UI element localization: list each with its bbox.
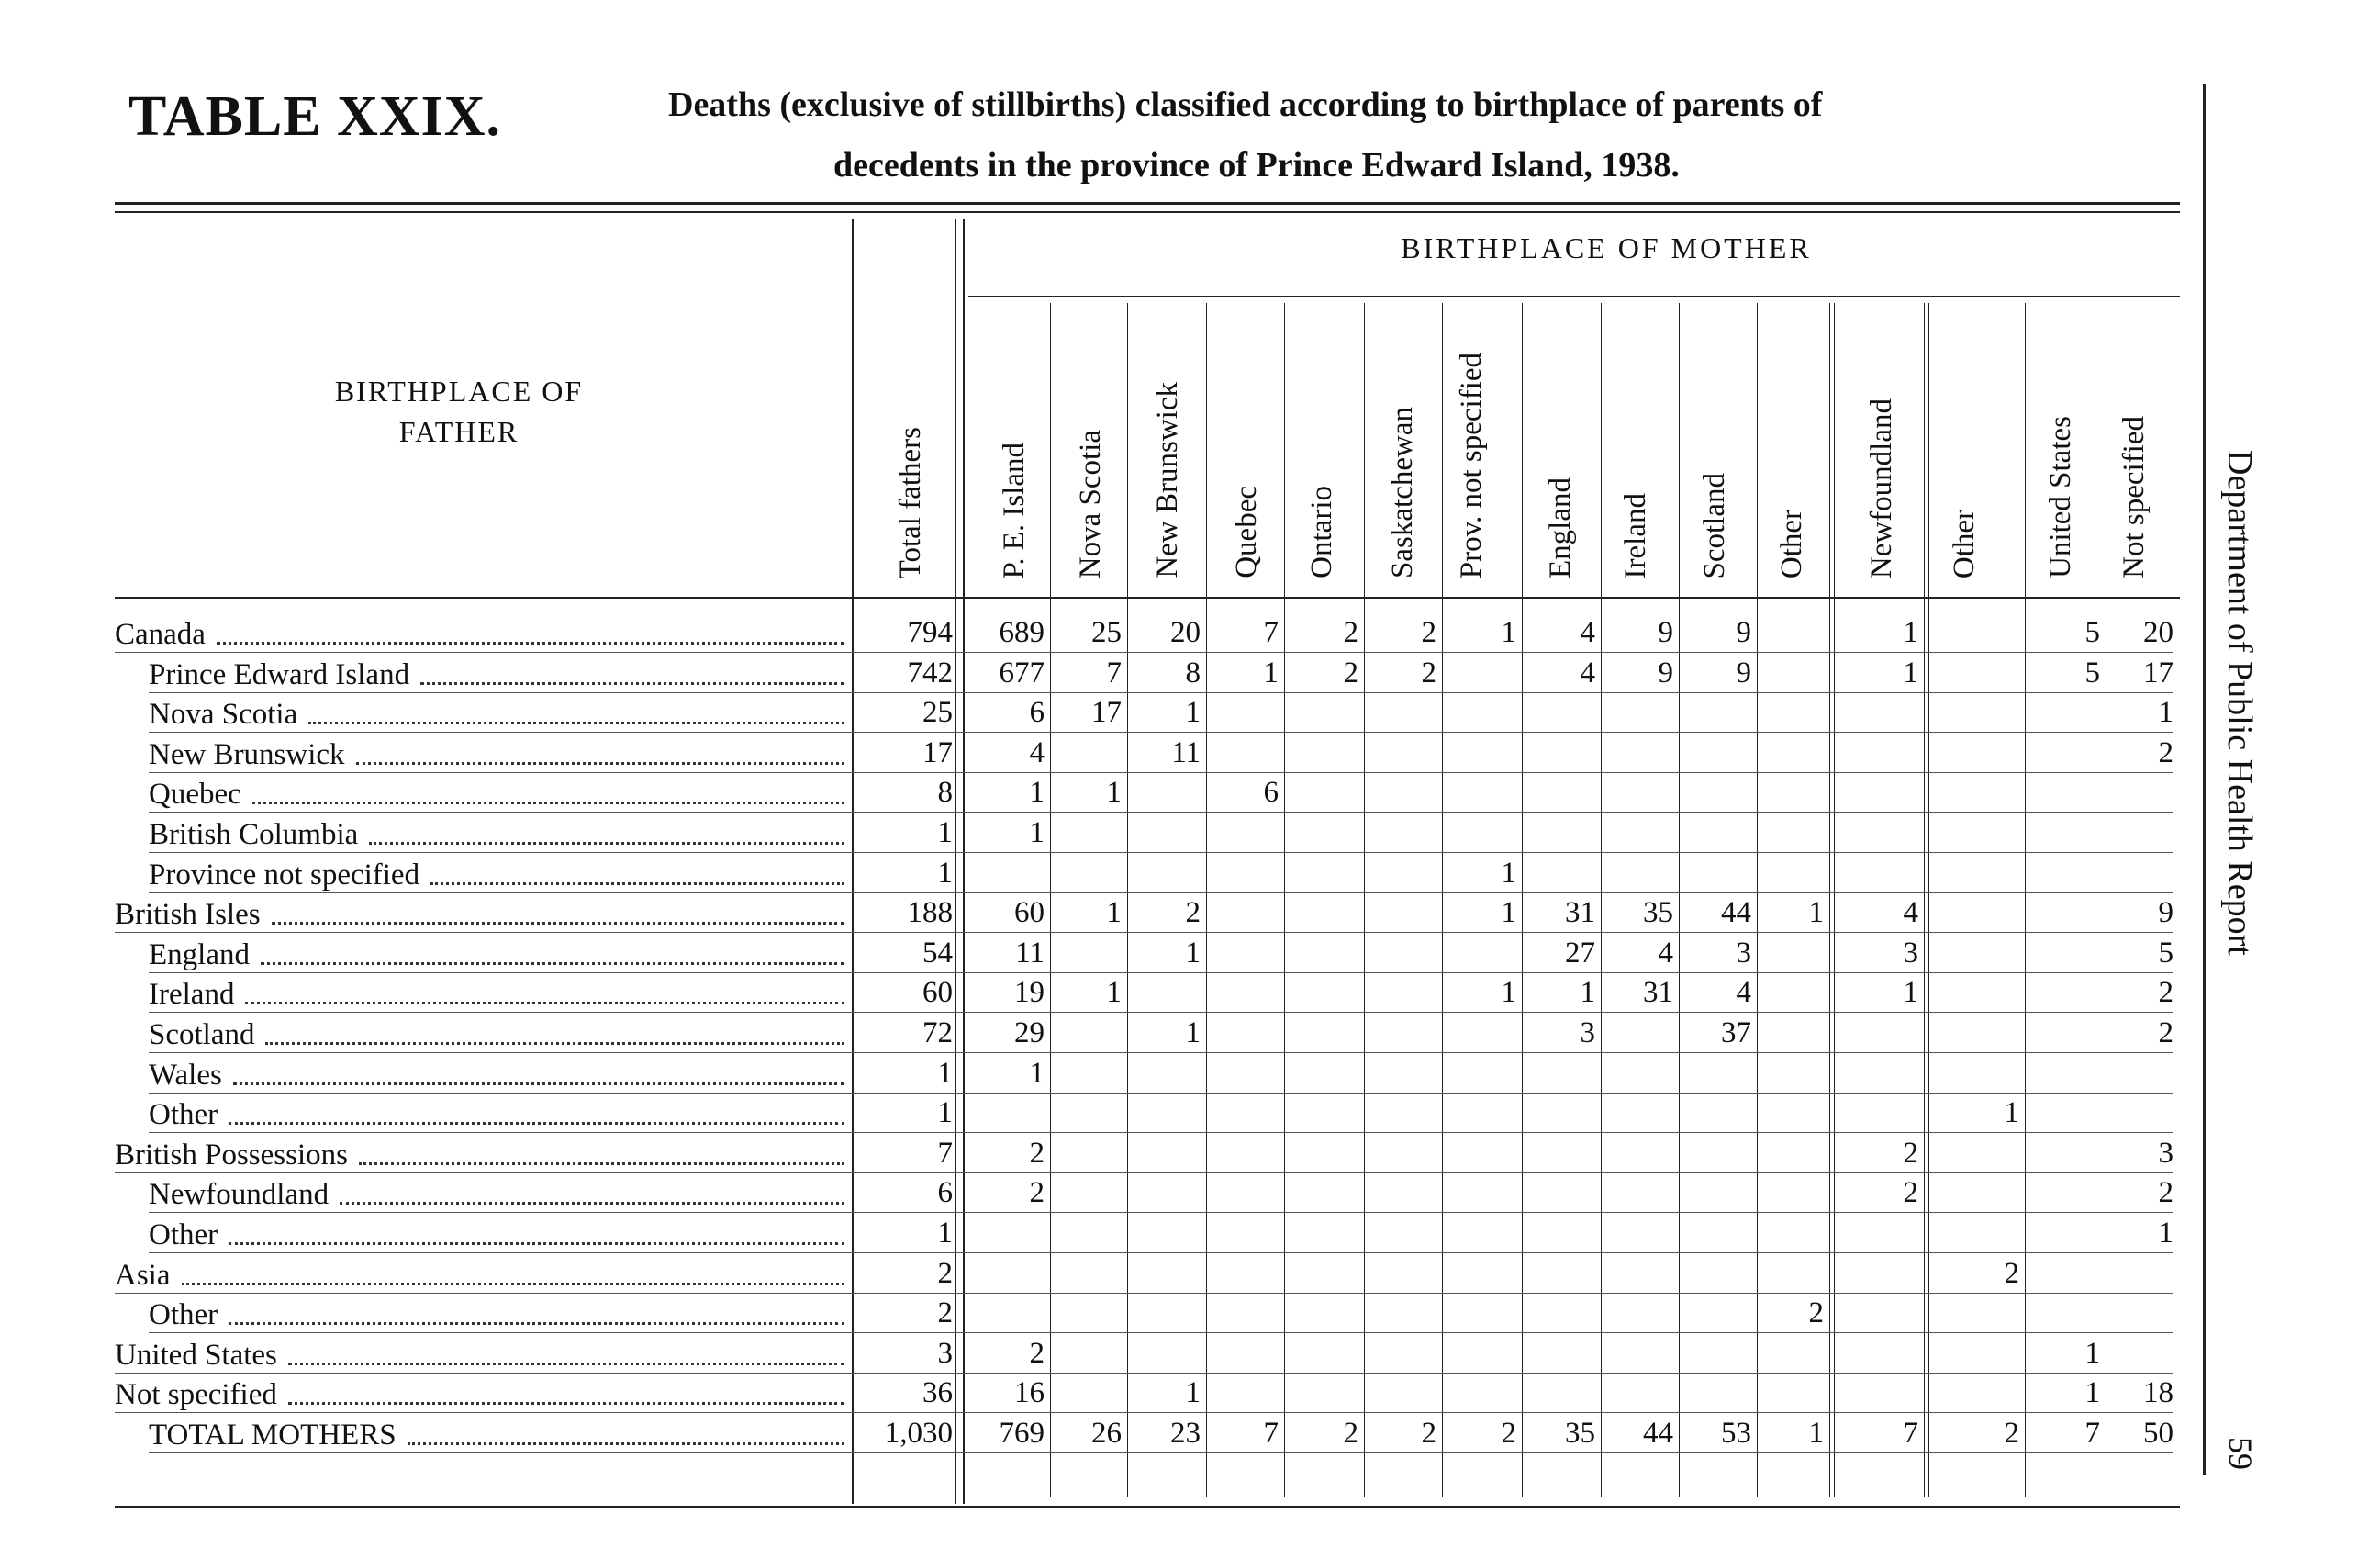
table-cell: 6 (1029, 696, 1045, 730)
table-cell: 9 (1658, 656, 1673, 690)
row-label-text: TOTAL MOTHERS (149, 1419, 408, 1452)
row-label (149, 1294, 844, 1332)
table-cell: 31 (1643, 976, 1673, 1010)
table-cell: 7 (1263, 1417, 1279, 1450)
row-label (149, 693, 844, 732)
leader-dots (340, 1202, 844, 1205)
row-label-text: United States (115, 1339, 288, 1373)
row-label (115, 1134, 844, 1172)
table-cell: 1 (937, 1096, 953, 1130)
table-cell: 1 (2158, 1217, 2173, 1250)
leader-dots (420, 682, 844, 685)
table-cell: 18 (2143, 1376, 2173, 1410)
row-label (149, 813, 844, 852)
row-label-text: Ireland (149, 978, 245, 1012)
table-cell: 2 (1808, 1296, 1824, 1330)
row-label (149, 1014, 844, 1052)
table-cell: 4 (1029, 735, 1045, 769)
column-header-5 (1294, 303, 1349, 578)
row-label-text: England (149, 938, 261, 972)
table-cell: 1 (1501, 976, 1516, 1010)
row-label-text: Nova Scotia (149, 698, 308, 732)
table-cell: 2 (1343, 616, 1358, 649)
table-cell: 1,030 (884, 1417, 953, 1450)
table-cell: 1 (2004, 1096, 2019, 1130)
table-bottom-rule (115, 1506, 2180, 1508)
leader-dots (265, 1042, 844, 1045)
table-cell: 7 (1263, 616, 1279, 649)
column-header-label: Prov. not specified (1455, 352, 1488, 578)
column-header-label: England (1544, 477, 1577, 578)
table-cell: 50 (2143, 1417, 2173, 1450)
table-cell: 31 (1565, 896, 1595, 930)
table-cell: 2 (2158, 976, 2173, 1010)
table-cell: 1 (1185, 1376, 1201, 1410)
table-cell: 2 (1501, 1417, 1516, 1450)
table-cell: 3 (937, 1336, 953, 1370)
table-cell: 72 (922, 1016, 953, 1049)
column-header-6 (1375, 303, 1430, 578)
row-label (149, 1173, 844, 1212)
column-header-label: Nova Scotia (1074, 429, 1107, 578)
table-cell: 3 (1580, 1016, 1595, 1049)
row-label-text: British Isles (115, 898, 272, 932)
table-cell: 2 (937, 1256, 953, 1290)
table-cell: 1 (2084, 1336, 2100, 1370)
table-cell: 2 (1903, 1136, 1918, 1170)
row-label (149, 1414, 844, 1452)
table-cell: 6 (937, 1176, 953, 1210)
table-cell: 2 (1029, 1336, 1045, 1370)
table-cell: 2 (2004, 1417, 2019, 1450)
table-cell: 29 (1014, 1016, 1045, 1049)
table-cell: 2 (1421, 1417, 1436, 1450)
table-cell: 7 (1903, 1417, 1918, 1450)
table-cell: 4 (1903, 896, 1918, 930)
table-cell: 1 (1580, 976, 1595, 1010)
table-cell: 742 (907, 656, 953, 690)
table-cell: 60 (1014, 896, 1045, 930)
column-header-1 (987, 303, 1042, 578)
table-cell: 17 (922, 735, 953, 769)
column-header-label: Quebec (1230, 486, 1263, 578)
leader-dots (359, 1162, 844, 1165)
table-cell: 9 (1736, 656, 1751, 690)
row-label-text: Not specified (115, 1378, 288, 1412)
table-cell: 4 (1580, 616, 1595, 649)
table-cell: 1 (1501, 856, 1516, 890)
table-cell: 11 (1171, 735, 1201, 769)
table-cell: 1 (937, 856, 953, 890)
row-label (149, 973, 844, 1012)
table-title: TABLE XXIX. (128, 85, 502, 148)
column-header-label: Other (1775, 509, 1808, 578)
table-cell: 1 (1029, 1056, 1045, 1090)
column-rule (1928, 303, 1929, 1497)
table-cell: 17 (2143, 656, 2173, 690)
row-label-text: British Columbia (149, 818, 369, 852)
row-label-text: Quebec (149, 778, 252, 812)
row-label (115, 1254, 844, 1293)
table-cell: 2 (1421, 656, 1436, 690)
column-header-4 (1219, 303, 1274, 578)
column-header-label: Saskatchewan (1386, 407, 1419, 578)
row-label-text: Canada (115, 618, 217, 652)
table-cell: 4 (1580, 656, 1595, 690)
table-cell: 5 (2084, 616, 2100, 649)
table-cell: 1 (1263, 656, 1279, 690)
table-cell: 23 (1170, 1417, 1201, 1450)
table-cell: 1 (1501, 616, 1516, 649)
table-cell: 2 (1343, 656, 1358, 690)
leader-dots (229, 1122, 844, 1125)
table-cell: 53 (1721, 1417, 1751, 1450)
row-label (149, 934, 844, 972)
row-label (115, 613, 844, 652)
table-cell: 9 (1658, 616, 1673, 649)
column-header-11 (1764, 303, 1819, 578)
leader-dots (252, 802, 844, 804)
table-cell: 17 (1091, 696, 1122, 730)
row-label (149, 1054, 844, 1093)
column-header-label: Ireland (1619, 492, 1652, 578)
column-header-13 (1937, 303, 1992, 578)
table-cell: 8 (1185, 656, 1201, 690)
row-label-text: New Brunswick (149, 738, 356, 772)
column-header-label: New Brunswick (1151, 382, 1184, 578)
table-cell: 60 (922, 976, 953, 1010)
row-label (115, 1374, 844, 1412)
top-double-rule-b (115, 211, 2180, 213)
column-rule (1364, 303, 1365, 1497)
column-header-label: Total fathers (894, 426, 927, 578)
table-cell: 36 (922, 1376, 953, 1410)
table-cell: 7 (1106, 656, 1122, 690)
table-cell: 2 (937, 1296, 953, 1330)
table-cell: 2 (1421, 616, 1436, 649)
row-label-text: Newfoundland (149, 1178, 340, 1212)
table-cell: 2 (1185, 896, 1201, 930)
leader-dots (261, 962, 844, 965)
table-cell: 54 (922, 936, 953, 970)
row-label-text: Other (149, 1298, 229, 1332)
table-cell: 16 (1014, 1376, 1045, 1410)
table-cell: 2 (2158, 1176, 2173, 1210)
table-cell: 37 (1721, 1016, 1751, 1049)
table-cell: 2 (1029, 1136, 1045, 1170)
row-label-text: Scotland (149, 1018, 265, 1052)
table-cell: 44 (1643, 1417, 1673, 1450)
leader-dots (369, 842, 844, 845)
table-cell: 25 (1091, 616, 1122, 649)
table-cell: 27 (1565, 936, 1595, 970)
leader-dots (288, 1402, 844, 1405)
table-cell: 1 (937, 1217, 953, 1250)
row-label-text: Other (149, 1218, 229, 1252)
row-label (115, 893, 844, 932)
table-cell: 769 (999, 1417, 1045, 1450)
header-bottom-rule (115, 597, 2180, 599)
table-cell: 11 (1015, 936, 1045, 970)
table-cell: 2 (2158, 1016, 2173, 1049)
table-cell: 5 (2158, 936, 2173, 970)
row-label-text: Wales (149, 1059, 233, 1093)
table-cell: 9 (2158, 896, 2173, 930)
column-rule (1924, 303, 1925, 1497)
table-cell: 1 (1106, 896, 1122, 930)
column-header-8 (1533, 303, 1588, 578)
column-header-label: Newfoundland (1865, 398, 1898, 578)
column-rule (1284, 303, 1285, 1497)
column-rule (1206, 303, 1207, 1497)
table-cell: 8 (937, 776, 953, 810)
column-header-label: Scotland (1698, 472, 1731, 578)
leader-dots (233, 1082, 844, 1085)
column-header-10 (1687, 303, 1742, 578)
column-header-0 (883, 248, 938, 578)
table-cell: 2 (1903, 1176, 1918, 1210)
table-cell: 1 (2084, 1376, 2100, 1410)
table-cell: 1 (937, 816, 953, 849)
row-label (149, 773, 844, 812)
leader-dots (356, 762, 844, 765)
column-header-7 (1455, 303, 1510, 578)
table-cell: 20 (2143, 616, 2173, 649)
column-rule (2025, 303, 2026, 1497)
leader-dots (430, 882, 844, 885)
table-cell: 35 (1565, 1417, 1595, 1450)
column-header-3 (1140, 303, 1195, 578)
column-header-15 (2106, 303, 2162, 578)
table-cell: 3 (1736, 936, 1751, 970)
column-header-label: Other (1948, 509, 1981, 578)
table-cell: 1 (2158, 696, 2173, 730)
column-header-label: United States (2044, 416, 2077, 578)
top-double-rule-a (115, 202, 2180, 205)
header-birthplace-of-father: BIRTHPLACE OF FATHER (334, 375, 584, 448)
column-header-9 (1608, 303, 1663, 578)
leader-dots (245, 1002, 844, 1004)
row-label-text: Asia (115, 1259, 182, 1293)
table-cell: 1 (1185, 696, 1201, 730)
mother-header-rule (968, 296, 2180, 297)
table-cell: 26 (1091, 1417, 1122, 1450)
table-cell: 1 (937, 1056, 953, 1090)
table-cell: 1 (1903, 616, 1918, 649)
leader-dots (182, 1283, 845, 1285)
table-cell: 25 (922, 696, 953, 730)
table-cell: 4 (1658, 936, 1673, 970)
leader-dots (229, 1322, 844, 1325)
column-header-2 (1063, 303, 1118, 578)
table-cell: 794 (907, 616, 953, 649)
column-header-label: Not specified (2117, 416, 2151, 578)
side-running-title: Department of Public Health Report (2220, 450, 2259, 956)
table-cell: 6 (1263, 776, 1279, 810)
table-cell: 7 (937, 1136, 953, 1170)
leader-dots (408, 1442, 844, 1445)
table-cell: 689 (999, 616, 1045, 649)
table-cell: 2 (1029, 1176, 1045, 1210)
row-label (149, 854, 844, 892)
total-rule-b (963, 219, 965, 1504)
table-cell: 7 (2084, 1417, 2100, 1450)
table-cell: 19 (1014, 976, 1045, 1010)
table-cell: 2 (1343, 1417, 1358, 1450)
table-cell: 1 (1903, 656, 1918, 690)
row-label-text: Prince Edward Island (149, 658, 420, 692)
page-number: 59 (2222, 1437, 2259, 1470)
row-label (149, 1094, 844, 1132)
row-label (149, 734, 844, 772)
header-birthplace-of-mother: BIRTHPLACE OF MOTHER (1401, 231, 1812, 264)
row-label (115, 1334, 844, 1373)
row-label (149, 654, 844, 692)
table-cell: 2 (2158, 735, 2173, 769)
table-cell: 2 (2004, 1256, 2019, 1290)
table-cell: 44 (1721, 896, 1751, 930)
row-label-text: British Possessions (115, 1138, 359, 1172)
table-cell: 677 (999, 656, 1045, 690)
table-cell: 3 (1903, 936, 1918, 970)
table-cell: 9 (1736, 616, 1751, 649)
leader-dots (288, 1363, 844, 1365)
table-cell: 1 (1808, 896, 1824, 930)
row-label-text: Other (149, 1098, 229, 1132)
table-cell: 1 (1808, 1417, 1824, 1450)
table-cell: 3 (2158, 1136, 2173, 1170)
table-cell: 35 (1643, 896, 1673, 930)
table-cell: 1 (1106, 976, 1122, 1010)
row-label-text: Province not specified (149, 858, 430, 892)
leader-dots (308, 722, 844, 724)
right-margin-rule (2203, 84, 2206, 1475)
row-rule (149, 1452, 2173, 1453)
table-cell: 1 (1029, 816, 1045, 849)
leader-dots (272, 922, 844, 925)
leader-dots (217, 642, 844, 645)
table-cell: 1 (1106, 776, 1122, 810)
table-cell: 1 (1501, 896, 1516, 930)
table-cell: 1 (1903, 976, 1918, 1010)
table-cell: 1 (1185, 1016, 1201, 1049)
table-caption-line1: Deaths (exclusive of stillbirths) classified according to birthplace of parents of (668, 85, 1823, 124)
row-label (149, 1214, 844, 1252)
table-caption-line2: decedents in the province of Prince Edward Island, 1938. (833, 146, 1680, 185)
column-header-12 (1854, 303, 1909, 578)
leader-dots (229, 1242, 844, 1245)
table-cell: 1 (1029, 776, 1045, 810)
stub-rule (852, 219, 854, 1504)
table-cell: 188 (907, 896, 953, 930)
table-cell: 20 (1170, 616, 1201, 649)
column-header-14 (2033, 303, 2088, 578)
column-header-label: P. E. Island (998, 442, 1031, 578)
table-cell: 1 (1185, 936, 1201, 970)
total-rule-a (955, 219, 956, 1504)
table-cell: 4 (1736, 976, 1751, 1010)
table-cell: 5 (2084, 656, 2100, 690)
column-header-label: Ontario (1305, 486, 1338, 578)
